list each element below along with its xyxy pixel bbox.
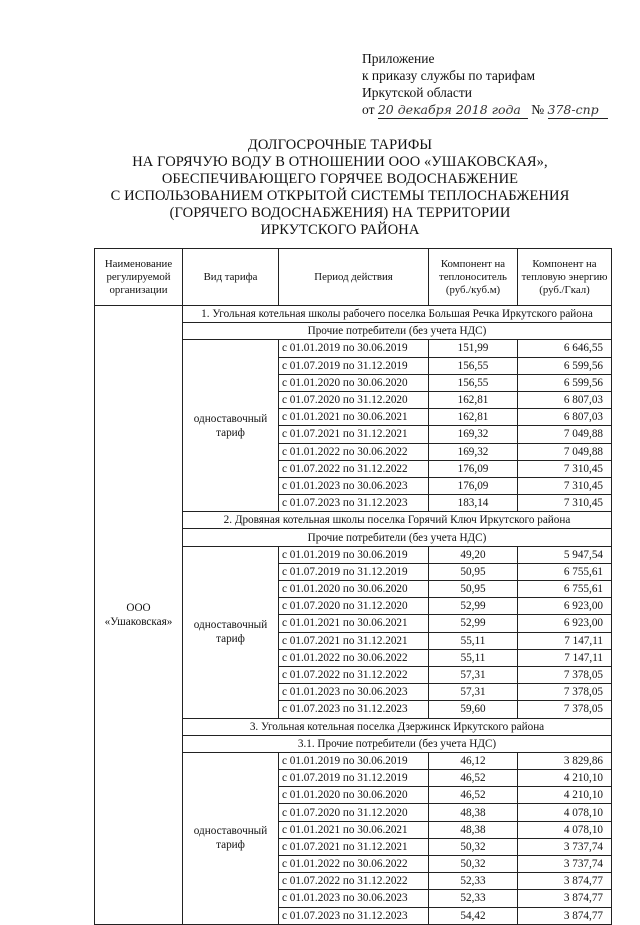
period-cell: с 01.07.2020 по 31.12.2020	[279, 804, 429, 821]
number-label: №	[531, 102, 545, 117]
energy-value: 3 874,77	[518, 907, 612, 924]
energy-value: 3 737,74	[518, 856, 612, 873]
energy-value: 4 210,10	[518, 787, 612, 804]
carrier-value: 169,32	[429, 443, 518, 460]
header-energy: Компонент на тепловую энергию (руб./Гкал)	[518, 249, 612, 306]
carrier-value: 156,55	[429, 374, 518, 391]
carrier-value: 55,11	[429, 632, 518, 649]
energy-value: 7 378,05	[518, 684, 612, 701]
title-line-6: ИРКУТСКОГО РАЙОНА	[260, 222, 420, 238]
carrier-value: 54,42	[429, 907, 518, 924]
title-line-2: НА ГОРЯЧУЮ ВОДУ В ОТНОШЕНИИ ООО «УШАКОВСКАЯ»,	[132, 154, 548, 170]
period-cell: с 01.01.2023 по 30.06.2023	[279, 477, 429, 494]
appendix-block	[362, 50, 608, 119]
section-title: 3. Угольная котельная поселка Дзержинск Иркутского района	[183, 718, 612, 735]
period-cell: с 01.01.2021 по 30.06.2021	[279, 615, 429, 632]
carrier-value: 57,31	[429, 684, 518, 701]
carrier-value: 50,32	[429, 838, 518, 855]
period-cell: с 01.07.2022 по 31.12.2022	[279, 460, 429, 477]
energy-value: 4 210,10	[518, 770, 612, 787]
carrier-value: 50,95	[429, 581, 518, 598]
organization-name: ООО «Ушаковская»	[95, 306, 183, 925]
carrier-value: 169,32	[429, 426, 518, 443]
tariff-kind: одноставочный тариф	[183, 340, 279, 512]
energy-value: 7 310,45	[518, 477, 612, 494]
period-cell: с 01.07.2019 по 31.12.2019	[279, 770, 429, 787]
period-cell: с 01.07.2023 по 31.12.2023	[279, 701, 429, 718]
header-carrier: Компонент на теплоноситель (руб./куб.м)	[429, 249, 518, 306]
carrier-value: 52,99	[429, 598, 518, 615]
carrier-value: 162,81	[429, 391, 518, 408]
energy-value: 6 599,56	[518, 374, 612, 391]
carrier-value: 46,52	[429, 787, 518, 804]
period-cell: с 01.01.2020 по 30.06.2020	[279, 581, 429, 598]
period-cell: с 01.01.2022 по 30.06.2022	[279, 443, 429, 460]
period-cell: с 01.01.2019 по 30.06.2019	[279, 752, 429, 769]
document-title	[60, 137, 620, 239]
energy-value: 6 755,61	[518, 581, 612, 598]
energy-value: 7 147,11	[518, 632, 612, 649]
carrier-value: 46,52	[429, 770, 518, 787]
carrier-value: 50,95	[429, 563, 518, 580]
period-cell: с 01.01.2021 по 30.06.2021	[279, 409, 429, 426]
energy-value: 6 599,56	[518, 357, 612, 374]
tariff-kind: одноставочный тариф	[183, 752, 279, 924]
header-org: Наименование регулируемой организации	[95, 249, 183, 306]
carrier-value: 48,38	[429, 821, 518, 838]
title-line-5: (ГОРЯЧЕГО ВОДОСНАБЖЕНИЯ) НА ТЕРРИТОРИИ	[169, 205, 511, 221]
energy-value: 6 755,61	[518, 563, 612, 580]
carrier-value: 156,55	[429, 357, 518, 374]
carrier-value: 52,33	[429, 873, 518, 890]
energy-value: 5 947,54	[518, 546, 612, 563]
energy-value: 7 378,05	[518, 701, 612, 718]
energy-value: 4 078,10	[518, 804, 612, 821]
appendix-date-line	[362, 101, 608, 119]
handwritten-date: 20 декабря 2018 года	[378, 101, 528, 119]
period-cell: с 01.01.2020 по 30.06.2020	[279, 374, 429, 391]
energy-value: 7 049,88	[518, 426, 612, 443]
carrier-value: 48,38	[429, 804, 518, 821]
handwritten-number: 378-спр	[548, 101, 608, 119]
energy-value: 4 078,10	[518, 821, 612, 838]
period-cell: с 01.07.2022 по 31.12.2022	[279, 666, 429, 683]
period-cell: с 01.01.2021 по 30.06.2021	[279, 821, 429, 838]
period-cell: с 01.07.2021 по 31.12.2021	[279, 632, 429, 649]
energy-value: 7 147,11	[518, 649, 612, 666]
header-period: Период действия	[279, 249, 429, 306]
period-cell: с 01.07.2023 по 31.12.2023	[279, 907, 429, 924]
carrier-value: 52,99	[429, 615, 518, 632]
period-cell: с 01.01.2019 по 30.06.2019	[279, 340, 429, 357]
energy-value: 6 646,55	[518, 340, 612, 357]
carrier-value: 176,09	[429, 460, 518, 477]
period-cell: с 01.01.2019 по 30.06.2019	[279, 546, 429, 563]
carrier-value: 162,81	[429, 409, 518, 426]
title-line-3: ОБЕСПЕЧИВАЮЩЕГО ГОРЯЧЕЕ ВОДОСНАБЖЕНИЕ	[161, 171, 519, 187]
carrier-value: 52,33	[429, 890, 518, 907]
carrier-value: 176,09	[429, 477, 518, 494]
carrier-value: 49,20	[429, 546, 518, 563]
period-cell: с 01.01.2022 по 30.06.2022	[279, 856, 429, 873]
period-cell: с 01.07.2020 по 31.12.2020	[279, 598, 429, 615]
carrier-value: 151,99	[429, 340, 518, 357]
energy-value: 7 310,45	[518, 460, 612, 477]
consumer-group: Прочие потребители (без учета НДС)	[183, 529, 612, 546]
carrier-value: 59,60	[429, 701, 518, 718]
carrier-value: 183,14	[429, 495, 518, 512]
appendix-line-1: Приложение	[362, 51, 435, 66]
energy-value: 3 829,86	[518, 752, 612, 769]
period-cell: с 01.07.2021 по 31.12.2021	[279, 426, 429, 443]
carrier-value: 50,32	[429, 856, 518, 873]
carrier-value: 46,12	[429, 752, 518, 769]
tariff-kind: одноставочный тариф	[183, 546, 279, 718]
period-cell: с 01.01.2020 по 30.06.2020	[279, 787, 429, 804]
energy-value: 6 807,03	[518, 391, 612, 408]
carrier-value: 57,31	[429, 666, 518, 683]
title-line-4: С ИСПОЛЬЗОВАНИЕМ ОТКРЫТОЙ СИСТЕМЫ ТЕПЛОСНАБЖЕНИЯ	[110, 188, 570, 204]
period-cell: с 01.07.2019 по 31.12.2019	[279, 563, 429, 580]
energy-value: 7 049,88	[518, 443, 612, 460]
energy-value: 7 310,45	[518, 495, 612, 512]
header-kind: Вид тарифа	[183, 249, 279, 306]
period-cell: с 01.07.2022 по 31.12.2022	[279, 873, 429, 890]
energy-value: 6 923,00	[518, 598, 612, 615]
period-cell: с 01.07.2019 по 31.12.2019	[279, 357, 429, 374]
title-line-1: ДОЛГОСРОЧНЫЕ ТАРИФЫ	[247, 137, 433, 153]
table-body	[95, 306, 612, 925]
energy-value: 3 874,77	[518, 873, 612, 890]
appendix-line-2: к приказу службы по тарифам	[362, 68, 536, 83]
period-cell: с 01.01.2022 по 30.06.2022	[279, 649, 429, 666]
energy-value: 7 378,05	[518, 666, 612, 683]
energy-value: 3 737,74	[518, 838, 612, 855]
consumer-group: 3.1. Прочие потребители (без учета НДС)	[183, 735, 612, 752]
period-cell: с 01.07.2020 по 31.12.2020	[279, 391, 429, 408]
period-cell: с 01.07.2021 по 31.12.2021	[279, 838, 429, 855]
section-title-row	[95, 306, 612, 323]
period-cell: с 01.01.2023 по 30.06.2023	[279, 890, 429, 907]
table-header-row	[95, 249, 612, 306]
appendix-line-3: Иркутской области	[362, 85, 473, 100]
tariff-table	[94, 248, 612, 925]
period-cell: с 01.07.2023 по 31.12.2023	[279, 495, 429, 512]
section-title: 1. Угольная котельная школы рабочего поселка Большая Речка Иркутского района	[183, 306, 612, 323]
energy-value: 6 923,00	[518, 615, 612, 632]
section-title: 2. Дровяная котельная школы поселка Горячий Ключ Иркутского района	[183, 512, 612, 529]
period-cell: с 01.01.2023 по 30.06.2023	[279, 684, 429, 701]
energy-value: 6 807,03	[518, 409, 612, 426]
from-label: от	[362, 102, 375, 117]
carrier-value: 55,11	[429, 649, 518, 666]
energy-value: 3 874,77	[518, 890, 612, 907]
consumer-group: Прочие потребители (без учета НДС)	[183, 323, 612, 340]
